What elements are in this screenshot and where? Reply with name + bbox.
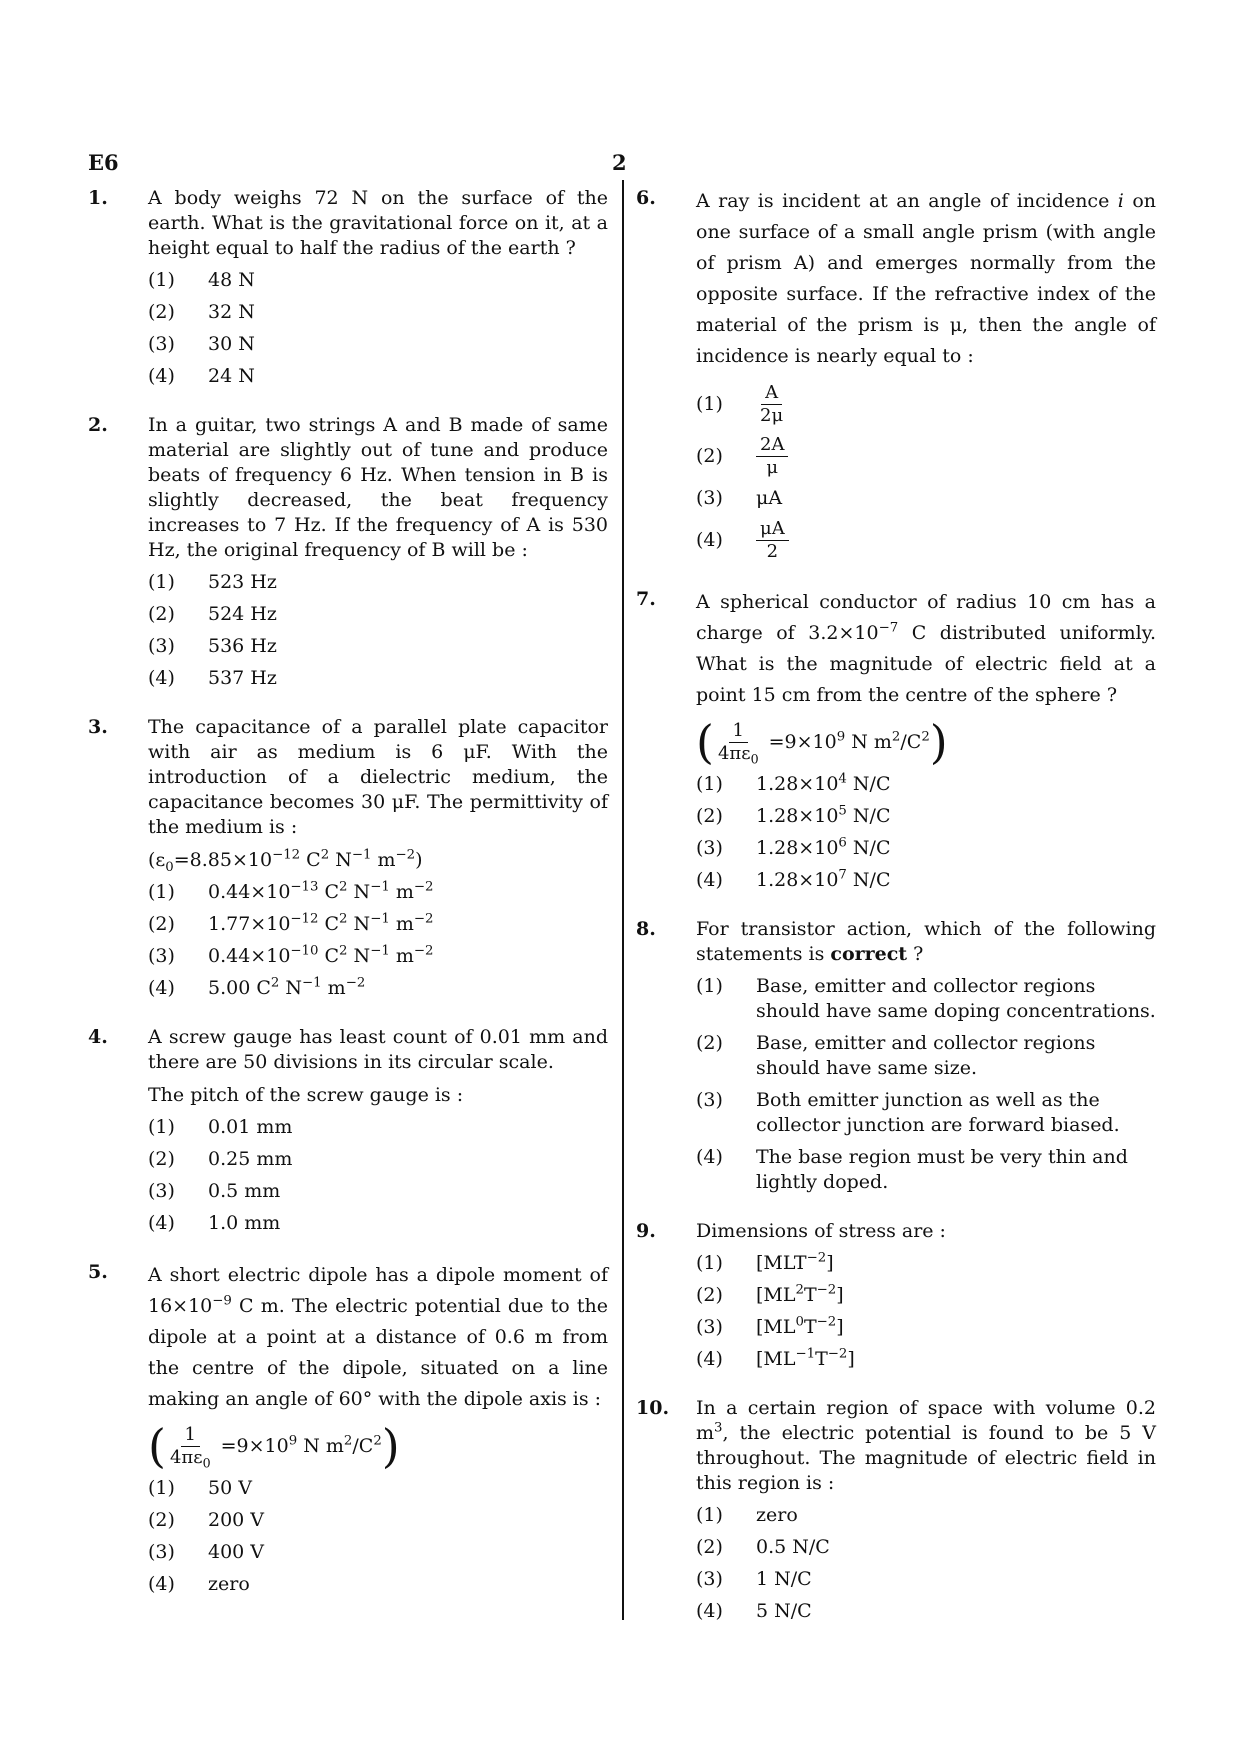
option-number: (1) [696, 773, 723, 795]
option-number: (4) [696, 869, 723, 891]
option-number: (3) [696, 1089, 723, 1111]
question-6 [636, 186, 1156, 563]
option-text: 524 Hz [208, 603, 277, 625]
right-column [636, 186, 1156, 1648]
fraction: $\frac{1}{4\pi\varepsilon_0}$ [717, 719, 759, 767]
option [696, 518, 1156, 563]
option-number: (2) [696, 1032, 723, 1054]
option [696, 1599, 1156, 1624]
option [148, 944, 608, 969]
question-number: 7. [636, 588, 656, 610]
option-text: $[MLT^{-2}]$ [756, 1250, 834, 1274]
option-text: 537 Hz [208, 667, 277, 689]
option-number: (4) [148, 977, 175, 999]
option [696, 434, 1156, 479]
option-text: $1.28\times 10^4$ N/C [756, 771, 891, 795]
option [696, 772, 1156, 797]
option-number: (1) [148, 1477, 175, 1499]
option [696, 974, 1156, 1024]
option [696, 868, 1156, 893]
option [148, 1147, 608, 1172]
option-number: (1) [148, 571, 175, 593]
question-number: 10. [636, 1397, 670, 1419]
option [148, 634, 608, 659]
option-number: (2) [148, 301, 175, 323]
question-text: A ray is incident at an angle of incidence i on one surface of a small angle prism (with angle of prism A) and emerges normally from the opposite surface. If the refractive index of the material of the prism is μ, then the angle of incidence is nearly equal to : [696, 190, 1156, 367]
option-text: $[ML^{-1}T^{-2}]$ [756, 1346, 855, 1370]
question-4 [88, 1025, 608, 1236]
option [148, 332, 608, 357]
question-3 [88, 715, 608, 1001]
option [148, 912, 608, 937]
option-text: 536 Hz [208, 635, 277, 657]
option-text: 0.5 mm [208, 1180, 281, 1202]
question-text: For transistor action, which of the following statements is correct ? [696, 918, 1156, 965]
option [148, 364, 608, 389]
option-text: $\frac{\mu A}{2}$ [756, 518, 1156, 563]
option-number: (3) [696, 487, 723, 509]
question-number: 5. [88, 1261, 108, 1283]
option-number: (4) [696, 529, 723, 551]
option-number: (4) [148, 365, 175, 387]
option-text: zero [756, 1504, 798, 1526]
option-text: μA [756, 487, 783, 509]
option [148, 1508, 608, 1533]
option-text: $1.28\times 10^5$ N/C [756, 803, 891, 827]
option [148, 1476, 608, 1501]
option [148, 976, 608, 1001]
question-2 [88, 413, 608, 691]
option-text: zero [208, 1573, 250, 1595]
given-constant: ($\varepsilon_0=8.85\times 10^{-12}$ $C^2$ $N^{-1}$ $m^{-2}$) [148, 847, 423, 875]
option [696, 804, 1156, 829]
option-text: 24 N [208, 365, 255, 387]
fraction: $\frac{1}{4\pi\varepsilon_0}$ [169, 1423, 211, 1471]
question-text: A screw gauge has least count of 0.01 mm and there are 50 divisions in its circular scale. [148, 1026, 608, 1073]
question-text: A spherical conductor of radius 10 cm has a charge of $3.2\times 10^{-7}$ C distributed uniformly. What is the magnitude of electric field at a point 15 cm from the centre of the sphere ? [696, 591, 1156, 706]
option-number: (3) [148, 1180, 175, 1202]
question-number: 6. [636, 187, 656, 209]
option [696, 1347, 1156, 1372]
option-number: (1) [696, 975, 723, 997]
option-number: (3) [696, 837, 723, 859]
option-number: (2) [148, 1148, 175, 1170]
option-number: (2) [148, 1509, 175, 1531]
option-number: (1) [696, 1504, 723, 1526]
option-text: $1.28\times 10^7$ N/C [756, 867, 891, 891]
option [696, 486, 1156, 511]
option-number: (3) [148, 945, 175, 967]
option [148, 1572, 608, 1597]
column-divider [622, 180, 624, 1620]
option [148, 880, 608, 905]
option-text: $\frac{A}{2\mu}$ [760, 382, 784, 426]
question-1 [88, 186, 608, 389]
option [696, 1251, 1156, 1276]
coulomb-constant: ( $\frac{1}{4\pi\varepsilon_0}$ $=9\times 10^9$ N $m^2/C^2$ ) [696, 715, 948, 769]
question-9 [636, 1219, 1156, 1372]
option-number: (4) [148, 667, 175, 689]
question-number: 2. [88, 414, 108, 436]
option [148, 268, 608, 293]
option-text: $[ML^2T^{-2}]$ [756, 1282, 844, 1306]
coulomb-constant: ( $\frac{1}{4\pi\varepsilon_0}$ $=9\times 10^9$ N $m^2/C^2$ ) [148, 1419, 400, 1473]
question-text: A short electric dipole has a dipole moment of $16\times 10^{-9}$ C m. The electric potential due to the dipole at a point at a distance of 0.6 m from the centre of the dipole, situated on a line making an angle of 60° with the dipole axis is : [148, 1264, 608, 1410]
question-subtext: The pitch of the screw gauge is : [148, 1084, 464, 1106]
question-number: 3. [88, 716, 108, 738]
option [696, 1031, 1156, 1081]
option-number: (1) [148, 1116, 175, 1138]
option-text: 1.0 mm [208, 1212, 281, 1234]
option-text: 32 N [208, 301, 255, 323]
option-text: 48 N [208, 269, 255, 291]
option-number: (3) [148, 1541, 175, 1563]
option [696, 836, 1156, 861]
option-number: (1) [696, 393, 723, 415]
question-10 [636, 1396, 1156, 1624]
option-number: (3) [696, 1568, 723, 1590]
option [148, 1540, 608, 1565]
option [148, 570, 608, 595]
question-8 [636, 917, 1156, 1195]
option-text: $[ML^0T^{-2}]$ [756, 1314, 844, 1338]
option-number: (3) [148, 333, 175, 355]
page-number: 2 [612, 150, 627, 175]
option [696, 1088, 1156, 1138]
option-text: $0.44\times 10^{-13}$ $C^2$ $N^{-1}$ $m^{-2}$ [208, 879, 434, 903]
option-number: (2) [696, 1284, 723, 1306]
option-number: (4) [148, 1573, 175, 1595]
option [148, 1179, 608, 1204]
question-text: A body weighs 72 N on the surface of the earth. What is the gravitational force on it, at a height equal to half the radius of the earth ? [148, 187, 608, 259]
question-number: 4. [88, 1026, 108, 1048]
option [696, 1535, 1156, 1560]
question-number: 9. [636, 1220, 656, 1242]
option-number: (4) [696, 1348, 723, 1370]
option [696, 1503, 1156, 1528]
option-number: (2) [696, 1536, 723, 1558]
option-number: (4) [696, 1146, 723, 1168]
option-text: 400 V [208, 1541, 265, 1563]
option-text: The base region must be very thin and lightly doped. [756, 1146, 1128, 1193]
question-5 [88, 1260, 608, 1597]
option [696, 1315, 1156, 1340]
question-text: In a guitar, two strings A and B made of same material are slightly out of tune and produce beats of frequency 6 Hz. When tension in B is slightly decreased, the beat frequency increases to 7 Hz. If the frequency of A is 530 Hz, the original frequency of B will be : [148, 414, 608, 561]
option-number: (4) [148, 1212, 175, 1234]
option-number: (2) [148, 603, 175, 625]
option-number: (1) [148, 269, 175, 291]
option-text: 30 N [208, 333, 255, 355]
option [148, 1211, 608, 1236]
option-text: 200 V [208, 1509, 265, 1531]
question-text: The capacitance of a parallel plate capacitor with air as medium is 6 μF. With the introduction of a dielectric medium, the capacitance becomes 30 μF. The permittivity of the medium is : [148, 716, 608, 838]
question-number: 1. [88, 187, 108, 209]
page-code: E6 [88, 150, 119, 175]
left-column [88, 186, 608, 1621]
option [148, 602, 608, 627]
option-text: $0.44\times 10^{-10}$ $C^2$ $N^{-1}$ $m^{-2}$ [208, 943, 434, 967]
option-text: $\frac{2A}{\mu}$ [756, 434, 1156, 479]
option-number: (2) [696, 445, 723, 467]
question-text: In a certain region of space with volume 0.2 $m^3$, the electric potential is found to be 5 V throughout. The magnitude of electric field in this region is : [696, 1397, 1156, 1494]
option-text: 5 N/C [756, 1600, 812, 1622]
option-text: Both emitter junction as well as the collector junction are forward biased. [756, 1089, 1120, 1136]
option-text: 50 V [208, 1477, 252, 1499]
option-text: Base, emitter and collector regions should have same doping concentrations. [756, 975, 1156, 1022]
option-text: 1 N/C [756, 1568, 812, 1590]
option [696, 1283, 1156, 1308]
option-number: (2) [696, 805, 723, 827]
option-number: (3) [696, 1316, 723, 1338]
option-number: (3) [148, 635, 175, 657]
option [696, 1567, 1156, 1592]
question-number: 8. [636, 918, 656, 940]
option-text: 0.5 N/C [756, 1536, 830, 1558]
option [148, 666, 608, 691]
option-number: (1) [696, 1252, 723, 1274]
option-number: (2) [148, 913, 175, 935]
option-text: 5.00 $C^2$ $N^{-1}$ $m^{-2}$ [208, 975, 366, 999]
option [696, 382, 1156, 427]
option [696, 1145, 1156, 1195]
option-text: 523 Hz [208, 571, 277, 593]
option-text: $1.77\times 10^{-12}$ $C^2$ $N^{-1}$ $m^{-2}$ [208, 911, 434, 935]
question-text: Dimensions of stress are : [696, 1220, 946, 1242]
question-7 [636, 587, 1156, 893]
option-number: (1) [148, 881, 175, 903]
option-text: $1.28\times 10^6$ N/C [756, 835, 891, 859]
option [148, 300, 608, 325]
option [148, 1115, 608, 1140]
option-number: (4) [696, 1600, 723, 1622]
option-text: 0.25 mm [208, 1148, 293, 1170]
option-text: 0.01 mm [208, 1116, 293, 1138]
option-text: Base, emitter and collector regions should have same size. [756, 1032, 1096, 1079]
